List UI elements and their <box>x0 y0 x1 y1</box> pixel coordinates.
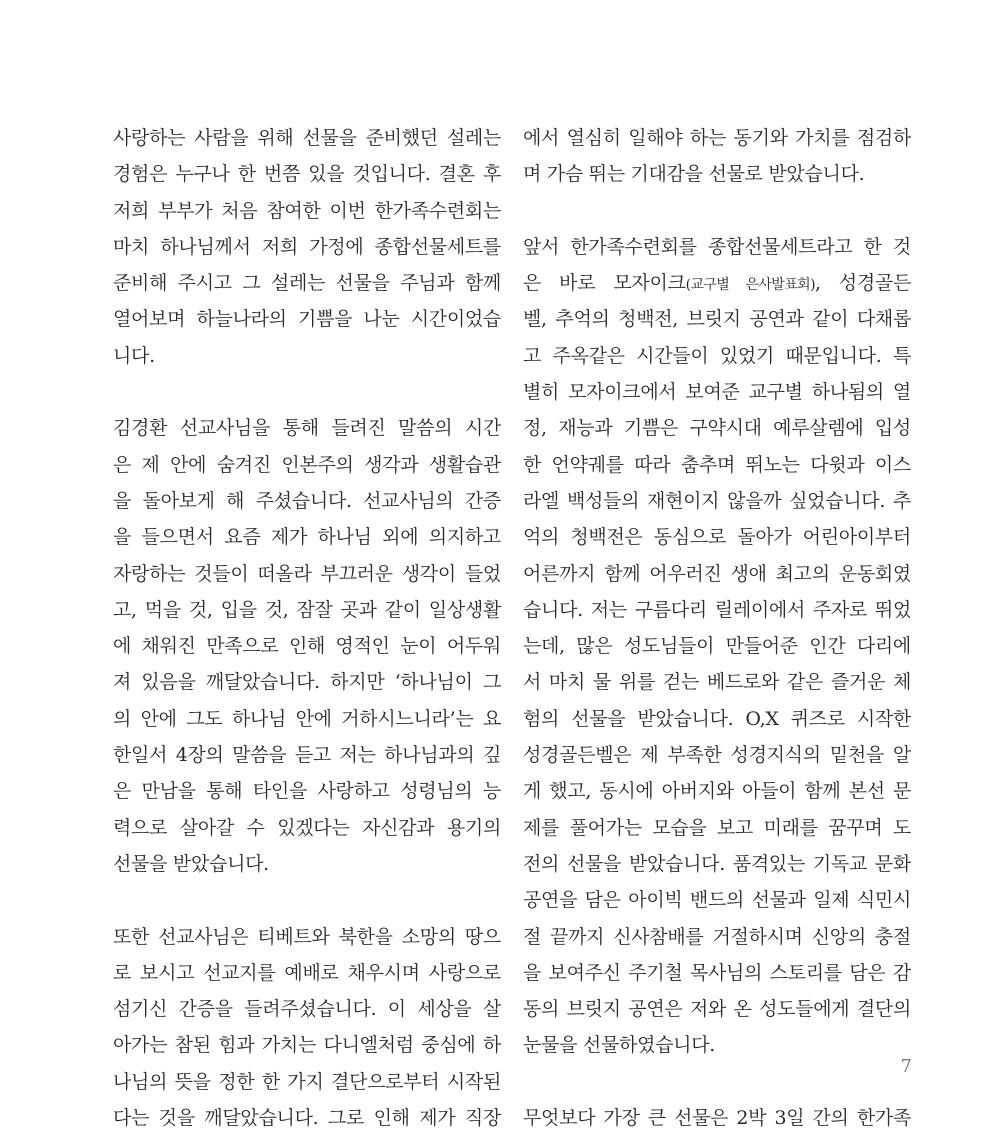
text-line-main: 김경환 선교사님을 통해 들려진 말씀의 시간 <box>113 417 501 440</box>
text-line-main: 성경골든벨은 제 부족한 성경지식의 밑천을 알 <box>523 744 911 767</box>
text-line-main: 벨, 추억의 청백전, 브릿지 공연과 같이 다채롭 <box>523 308 911 331</box>
paragraph-gap <box>113 374 501 410</box>
text-line <box>113 519 501 555</box>
text-line <box>523 955 911 991</box>
text-line <box>113 773 501 809</box>
text-line-main: 력으로 살아갈 수 있겠다는 자신감과 용기의 <box>113 816 501 839</box>
text-line-main: 고 주옥같은 시간들이 있었기 때문입니다. 특 <box>523 344 911 367</box>
text-line-main: 은 제 안에 숨겨진 인본주의 생각과 생활습관 <box>113 453 501 476</box>
text-line-main: 저희 부부가 처음 참여한 이번 한가족수련회는 <box>113 199 501 222</box>
text-line <box>523 701 911 737</box>
paragraph-gap <box>113 882 501 918</box>
text-line-main: 섬기신 간증을 들려주셨습니다. 이 세상을 살 <box>113 998 501 1021</box>
text-line-after: , 성경골든 <box>814 272 911 295</box>
text-line <box>113 447 501 483</box>
text-line <box>113 156 501 192</box>
text-line <box>523 592 911 628</box>
text-line <box>113 628 501 664</box>
text-line <box>113 1027 501 1063</box>
text-line <box>113 483 501 519</box>
text-line-main: 져 있음을 깨달았습니다. 하지만 ‘하나님이 그 <box>113 671 501 694</box>
text-line-main: 한 언약궤를 따라 춤추며 뛰노는 다윗과 이스 <box>523 453 911 476</box>
right-text-column <box>523 120 911 1136</box>
text-line <box>523 773 911 809</box>
text-line <box>523 1100 911 1136</box>
text-line-main: 절 끝까지 신사참배를 거절하시며 신앙의 충절 <box>523 925 911 948</box>
text-line-main: 험의 선물을 받았습니다. O,X 퀴즈로 시작한 <box>523 707 911 730</box>
text-line-main: 동의 브릿지 공연은 저와 온 성도들에게 결단의 <box>523 998 911 1021</box>
paragraph-gap <box>523 193 911 229</box>
text-line-main: 에 채워진 만족으로 인해 영적인 눈이 어두워 <box>113 635 501 658</box>
text-line-main: 선물을 받았습니다. <box>113 852 269 875</box>
text-line <box>523 483 911 519</box>
text-line-main: 전의 선물을 받았습니다. 품격있는 기독교 문화 <box>523 852 911 875</box>
text-line-main: 열어보며 하늘나라의 기쁨을 나눈 시간이었습 <box>113 308 501 331</box>
text-line <box>523 338 911 374</box>
text-line-main: 무엇보다 가장 큰 선물은 2박 3일 간의 한가족 <box>523 1107 911 1130</box>
text-line-main: 자랑하는 것들이 떠올라 부끄러운 생각이 들었 <box>113 562 501 585</box>
text-line-main: 을 보여주신 주기철 목사님의 스토리를 담은 감 <box>523 961 911 984</box>
text-line <box>113 1064 501 1100</box>
text-line <box>523 120 911 156</box>
text-line <box>523 628 911 664</box>
text-line <box>113 338 501 374</box>
text-line <box>113 919 501 955</box>
text-line <box>113 955 501 991</box>
text-line-main: 준비해 주시고 그 설레는 선물을 주님과 함께 <box>113 272 501 295</box>
text-line-main: 억의 청백전은 동심으로 돌아가 어린아이부터 <box>523 526 911 549</box>
text-line <box>113 846 501 882</box>
text-line-main: 또한 선교사님은 티베트와 북한을 소망의 땅으 <box>113 925 501 948</box>
text-line <box>523 265 911 301</box>
text-line-main: 며 가슴 뛰는 기대감을 선물로 받았습니다. <box>523 163 865 186</box>
text-line-main: 정, 재능과 기쁨은 구약시대 예루살렘에 입성 <box>523 417 911 440</box>
text-line <box>113 991 501 1027</box>
text-line <box>523 1027 911 1063</box>
text-line <box>523 519 911 555</box>
text-line <box>113 410 501 446</box>
text-line-main: 을 들으면서 요즘 제가 하나님 외에 의지하고 <box>113 526 501 549</box>
text-line-main: 어른까지 함께 어우러진 생애 최고의 운동회였 <box>523 562 911 585</box>
text-line-main: 별히 모자이크에서 보여준 교구별 하나됨의 열 <box>523 381 911 404</box>
text-line <box>523 991 911 1027</box>
text-line <box>523 301 911 337</box>
text-line-main: 아가는 참된 힘과 가치는 다니엘처럼 중심에 하 <box>113 1034 501 1057</box>
text-line-main: 은 바로 모자이크 <box>523 272 686 295</box>
text-line-main: 라엘 백성들의 재현이지 않을까 싶었습니다. 추 <box>523 489 911 512</box>
text-line-main: 한일서 4장의 말씀을 듣고 저는 하나님과의 깊 <box>113 744 501 767</box>
text-line <box>523 737 911 773</box>
text-line-main: 경험은 누구나 한 번쯤 있을 것입니다. 결혼 후 <box>113 163 501 186</box>
text-line <box>523 846 911 882</box>
text-line <box>113 810 501 846</box>
text-line <box>523 664 911 700</box>
text-line <box>113 556 501 592</box>
text-line-small-note: (교구별 은사발표회) <box>685 277 815 294</box>
text-line <box>113 120 501 156</box>
text-line <box>523 156 911 192</box>
text-line-main: 게 했고, 동시에 아버지와 아들이 함께 본선 문 <box>523 780 911 803</box>
text-line-main: 고, 먹을 것, 입을 것, 잠잘 곳과 같이 일상생활 <box>113 598 501 621</box>
text-line <box>113 1100 501 1136</box>
text-line-main: 의 안에 그도 하나님 안에 거하시느니라’는 요 <box>113 707 501 730</box>
text-line <box>113 737 501 773</box>
text-line-main: 다는 것을 깨달았습니다. 그로 인해 제가 직장 <box>113 1107 501 1130</box>
text-line <box>523 882 911 918</box>
text-line-main: 공연을 담은 아이빅 밴드의 선물과 일제 식민시 <box>523 889 911 912</box>
text-line-main: 로 보시고 선교지를 예배로 채우시며 사랑으로 <box>113 961 501 984</box>
text-line <box>523 556 911 592</box>
paragraph-gap <box>523 1064 911 1100</box>
text-line-main: 을 돌아보게 해 주셨습니다. 선교사님의 간증 <box>113 489 501 512</box>
text-line <box>523 410 911 446</box>
text-line-main: 사랑하는 사람을 위해 선물을 준비했던 설레는 <box>113 127 501 149</box>
text-line-main: 서 마치 물 위를 걷는 베드로와 같은 즐거운 체 <box>523 671 911 694</box>
text-line-main: 마치 하나님께서 저희 가정에 종합선물세트를 <box>113 235 501 258</box>
text-line <box>113 193 501 229</box>
text-line <box>113 664 501 700</box>
text-line <box>523 229 911 265</box>
text-line <box>113 229 501 265</box>
text-line-main: 니다. <box>113 344 155 367</box>
text-line <box>523 447 911 483</box>
text-line <box>523 374 911 410</box>
text-line-main: 눈물을 선물하였습니다. <box>523 1034 716 1057</box>
text-line-main: 나님의 뜻을 정한 한 가지 결단으로부터 시작된 <box>113 1070 501 1093</box>
text-line <box>523 810 911 846</box>
left-text-column <box>113 120 501 1136</box>
text-line-main: 는데, 많은 성도님들이 만들어준 인간 다리에 <box>523 635 911 658</box>
text-line <box>113 592 501 628</box>
text-line-main: 제를 풀어가는 모습을 보고 미래를 꿈꾸며 도 <box>523 816 911 839</box>
page-number: 7 <box>900 1056 912 1077</box>
text-line-main: 앞서 한가족수련회를 종합선물세트라고 한 것 <box>523 235 911 258</box>
text-line-main: 에서 열심히 일해야 하는 동기와 가치를 점검하 <box>523 127 911 149</box>
text-line <box>523 919 911 955</box>
text-line-main: 은 만남을 통해 타인을 사랑하고 성령님의 능 <box>113 780 501 803</box>
text-line <box>113 701 501 737</box>
text-line <box>113 301 501 337</box>
text-line-main: 습니다. 저는 구름다리 릴레이에서 주자로 뛰었 <box>523 598 911 621</box>
text-line <box>113 265 501 301</box>
